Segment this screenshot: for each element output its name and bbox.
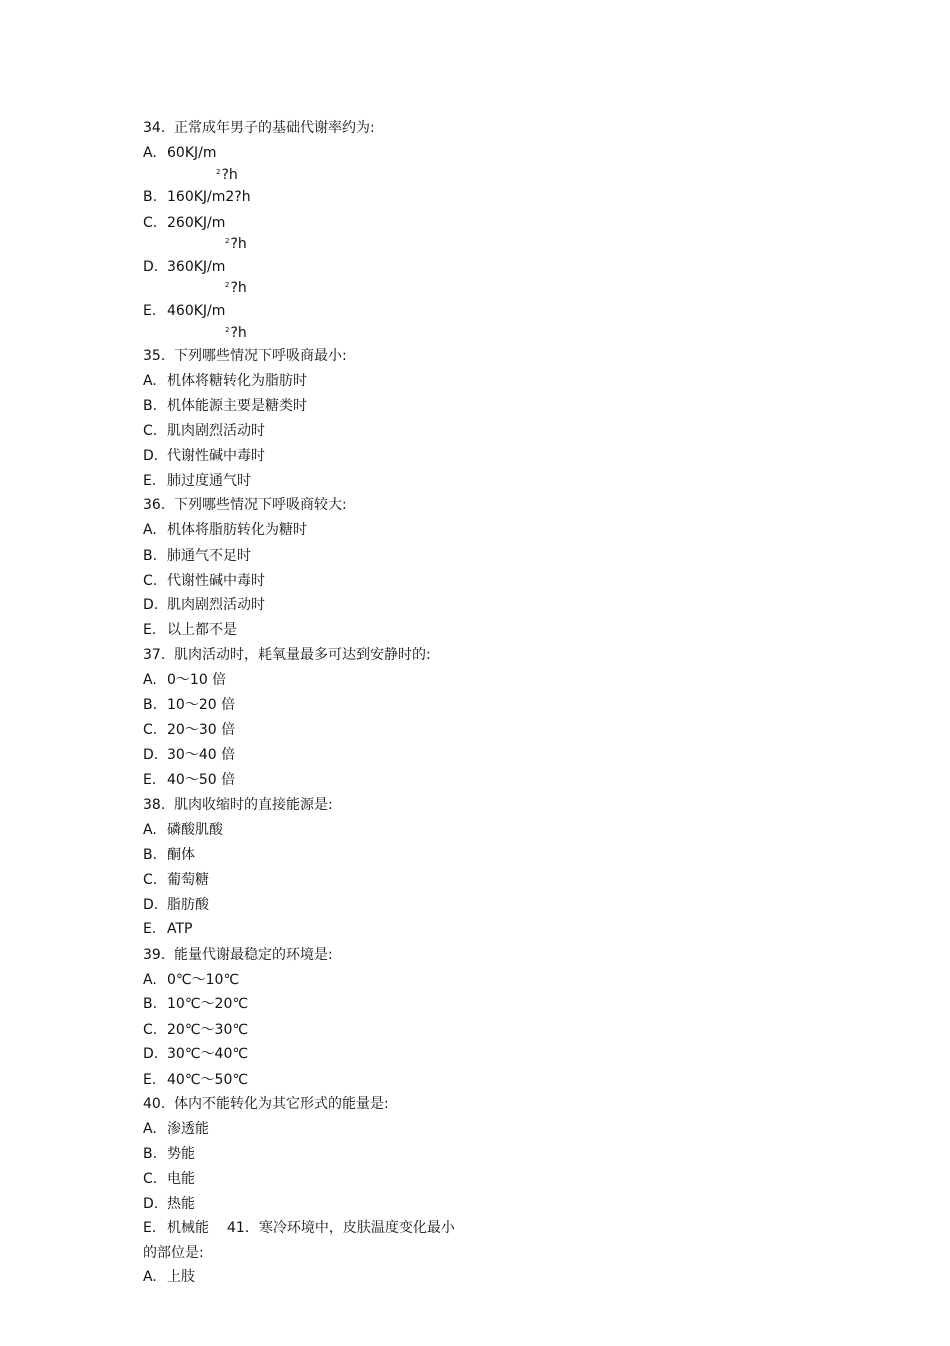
question-39: [143, 946, 333, 964]
option-label: C.: [143, 1022, 158, 1038]
option-40-b: [143, 1145, 195, 1163]
question-number: 35.: [143, 348, 166, 364]
option-text: 脂肪酸: [167, 897, 209, 913]
question-number: 38.: [143, 797, 166, 813]
unit-superscript: 2: [225, 237, 230, 245]
option-40-d: [143, 1195, 195, 1213]
option-37-e: [143, 771, 235, 789]
option-text: 0℃～10℃: [167, 972, 240, 988]
option-text: 10℃～20℃: [167, 996, 249, 1012]
unit-wrap-34-d: [225, 276, 247, 297]
question-41-continuation: 的部位是:: [143, 1245, 204, 1261]
question-41-number: 41．: [227, 1220, 259, 1236]
option-text: 渗透能: [167, 1121, 209, 1137]
option-39-b: [143, 995, 248, 1013]
option-label: E.: [143, 921, 157, 937]
option-label: A.: [143, 672, 157, 688]
option-39-a: [143, 971, 239, 989]
option-text: 代谢性碱中毒时: [167, 573, 265, 589]
option-text: 肌肉剧烈活动时: [167, 423, 265, 439]
option-text: 酮体: [167, 847, 195, 863]
option-label: E.: [143, 622, 157, 638]
option-38-d: [143, 896, 209, 914]
unit-rest: ?h: [230, 325, 247, 341]
option-37-d: [143, 746, 235, 764]
option-text: 磷酸肌酸: [167, 822, 223, 838]
option-36-c: [143, 572, 265, 590]
option-label: E.: [143, 303, 157, 319]
option-label: C.: [143, 722, 158, 738]
option-label: A.: [143, 1121, 157, 1137]
unit-wrap-34-a: [216, 163, 238, 184]
option-36-a: [143, 521, 307, 539]
option-label: E.: [143, 1072, 157, 1088]
option-36-b: [143, 547, 251, 565]
option-label: A.: [143, 522, 157, 538]
option-text: 以上都不是: [167, 622, 237, 638]
option-text: 30℃～40℃: [167, 1046, 249, 1062]
option-38-a: [143, 821, 223, 839]
option-text: 势能: [167, 1146, 195, 1162]
option-label: D.: [143, 1046, 159, 1062]
option-text: 0～10 倍: [167, 672, 227, 688]
option-41-a: [143, 1268, 195, 1286]
option-text: 机械能: [167, 1220, 209, 1236]
option-text: 40℃～50℃: [167, 1072, 249, 1088]
option-label: B.: [143, 847, 158, 863]
question-text: 肌肉活动时，耗氧量最多可达到安静时的:: [174, 647, 431, 663]
option-36-e: [143, 621, 237, 639]
question-number: 37.: [143, 647, 166, 663]
option-34-b: [143, 188, 251, 206]
option-label: D.: [143, 1196, 159, 1212]
option-text: 电能: [167, 1171, 195, 1187]
option-label: B.: [143, 548, 158, 564]
option-text: 360KJ/m: [167, 259, 226, 275]
unit-wrap-34-e: [225, 321, 247, 342]
option-label: E.: [143, 772, 157, 788]
option-label: A.: [143, 145, 157, 161]
unit-superscript: 2: [225, 326, 230, 334]
option-38-e: [143, 920, 192, 938]
option-text: 热能: [167, 1196, 195, 1212]
option-text: 机体将糖转化为脂肪时: [167, 373, 307, 389]
question-41-text: 寒冷环境中，皮肤温度变化最小: [258, 1220, 455, 1236]
option-34-a: [143, 144, 216, 162]
unit-rest: ?h: [230, 236, 247, 252]
option-label: B.: [143, 996, 158, 1012]
option-text: 葡萄糖: [167, 872, 209, 888]
option-text: 20℃～30℃: [167, 1022, 249, 1038]
option-text: 260KJ/m: [167, 215, 226, 231]
option-text: 60KJ/m: [167, 145, 217, 161]
option-35-d: [143, 447, 265, 465]
option-text: 20～30 倍: [167, 722, 236, 738]
option-text: 机体能源主要是糖类时: [167, 398, 307, 414]
option-35-e: [143, 472, 251, 490]
option-text: 肌肉剧烈活动时: [167, 597, 265, 613]
option-36-d: [143, 596, 265, 614]
option-text: 30～40 倍: [167, 747, 236, 763]
question-37: [143, 646, 431, 664]
option-text: 460KJ/m: [167, 303, 226, 319]
option-label: C.: [143, 215, 158, 231]
option-37-b: [143, 696, 235, 714]
option-39-e: [143, 1071, 248, 1089]
question-number: 34.: [143, 120, 166, 136]
unit-superscript: 2: [216, 168, 221, 176]
unit-wrap-34-c: [225, 232, 247, 253]
question-text: 正常成年男子的基础代谢率约为:: [174, 120, 375, 136]
question-40: [143, 1095, 389, 1113]
unit-rest: ?h: [221, 167, 238, 183]
option-34-e: [143, 302, 225, 320]
option-35-a: [143, 372, 307, 390]
option-text: 代谢性碱中毒时: [167, 448, 265, 464]
option-label: D.: [143, 897, 159, 913]
option-37-a: [143, 671, 226, 689]
option-text: 10～20 倍: [167, 697, 236, 713]
option-label: E.: [143, 473, 157, 489]
option-37-c: [143, 721, 235, 739]
question-36: [143, 496, 347, 514]
option-39-c: [143, 1021, 248, 1039]
option-38-b: [143, 846, 195, 864]
option-text: ATP: [167, 921, 193, 937]
question-text: 肌肉收缩时的直接能源是:: [174, 797, 333, 813]
option-40-a: [143, 1120, 209, 1138]
option-label: A.: [143, 972, 157, 988]
option-label: A.: [143, 373, 157, 389]
question-number: 36.: [143, 497, 166, 513]
option-label: B.: [143, 697, 158, 713]
unit-superscript: 2: [225, 281, 230, 289]
question-34: [143, 119, 375, 137]
option-label: B.: [143, 398, 158, 414]
option-text: 40～50 倍: [167, 772, 236, 788]
option-34-c: [143, 214, 225, 232]
option-text: 机体将脂肪转化为糖时: [167, 522, 307, 538]
option-label: D.: [143, 597, 159, 613]
question-text: 能量代谢最稳定的环境是:: [174, 947, 333, 963]
unit-rest: ?h: [230, 280, 247, 296]
question-number: 40.: [143, 1096, 166, 1112]
option-text: 160KJ/m2?h: [167, 189, 251, 205]
option-label: B.: [143, 1146, 158, 1162]
question-35: [143, 347, 347, 365]
option-40-e-and-question-41: [143, 1219, 455, 1237]
option-text: 上肢: [167, 1269, 195, 1285]
option-label: A.: [143, 1269, 157, 1285]
option-text: 肺通气不足时: [167, 548, 251, 564]
option-label: A.: [143, 822, 157, 838]
option-label: C.: [143, 1171, 158, 1187]
option-label: B.: [143, 189, 158, 205]
option-35-b: [143, 397, 307, 415]
option-label: C.: [143, 872, 158, 888]
question-text: 下列哪些情况下呼吸商较大:: [174, 497, 347, 513]
question-text: 下列哪些情况下呼吸商最小:: [174, 348, 347, 364]
question-text: 体内不能转化为其它形式的能量是:: [174, 1096, 389, 1112]
option-40-c: [143, 1170, 195, 1188]
question-38: [143, 796, 333, 814]
option-label: C.: [143, 573, 158, 589]
option-35-c: [143, 422, 265, 440]
option-label: D.: [143, 448, 159, 464]
option-34-d: [143, 258, 225, 276]
option-38-c: [143, 871, 209, 889]
option-label: E.: [143, 1220, 157, 1236]
option-label: D.: [143, 259, 159, 275]
option-39-d: [143, 1045, 248, 1063]
option-text: 肺过度通气时: [167, 473, 251, 489]
option-label: C.: [143, 423, 158, 439]
question-number: 39.: [143, 947, 166, 963]
option-label: D.: [143, 747, 159, 763]
